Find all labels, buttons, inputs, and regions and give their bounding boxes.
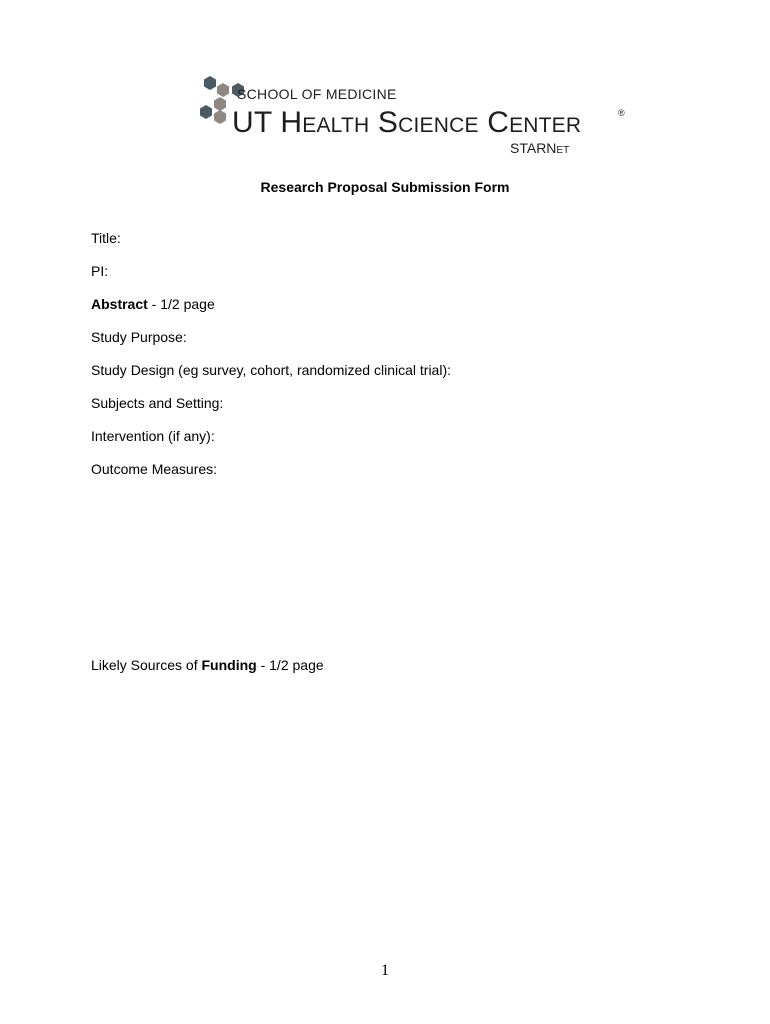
hex-4 (214, 97, 226, 111)
funding-bold: Funding (201, 657, 257, 673)
funding-prefix: Likely Sources of (91, 657, 202, 673)
abstract-bold: Abstract (91, 296, 148, 312)
hex-6 (214, 110, 226, 124)
title-field-label: Title: (91, 230, 121, 246)
study-design-label: Study Design (eg survey, cohort, randomized clinical trial): (91, 362, 452, 378)
subjects-setting-label: Subjects and Setting: (91, 395, 224, 411)
registered-mark: ® (618, 108, 625, 118)
starnet-text: STARNet (510, 140, 570, 156)
study-purpose-label: Study Purpose: (91, 329, 187, 345)
hex-5 (200, 105, 212, 119)
health-science-center-text: UT Health Science Center (232, 106, 582, 139)
outcome-measures-label: Outcome Measures: (91, 461, 218, 477)
ut-health-science-center-logo (194, 74, 634, 158)
pi-field-label: PI: (91, 263, 109, 279)
intervention-label: Intervention (if any): (91, 428, 215, 444)
form-title: Research Proposal Submission Form (260, 179, 510, 195)
funding-field-label (91, 657, 324, 673)
abstract-field-label (91, 296, 215, 312)
hex-2 (217, 83, 229, 97)
abstract-length: - 1/2 page (147, 296, 215, 312)
hex-1 (204, 76, 216, 90)
school-of-medicine-text: SCHOOL OF MEDICINE (237, 86, 397, 102)
funding-length: - 1/2 page (256, 657, 324, 673)
page-number: 1 (381, 962, 389, 979)
